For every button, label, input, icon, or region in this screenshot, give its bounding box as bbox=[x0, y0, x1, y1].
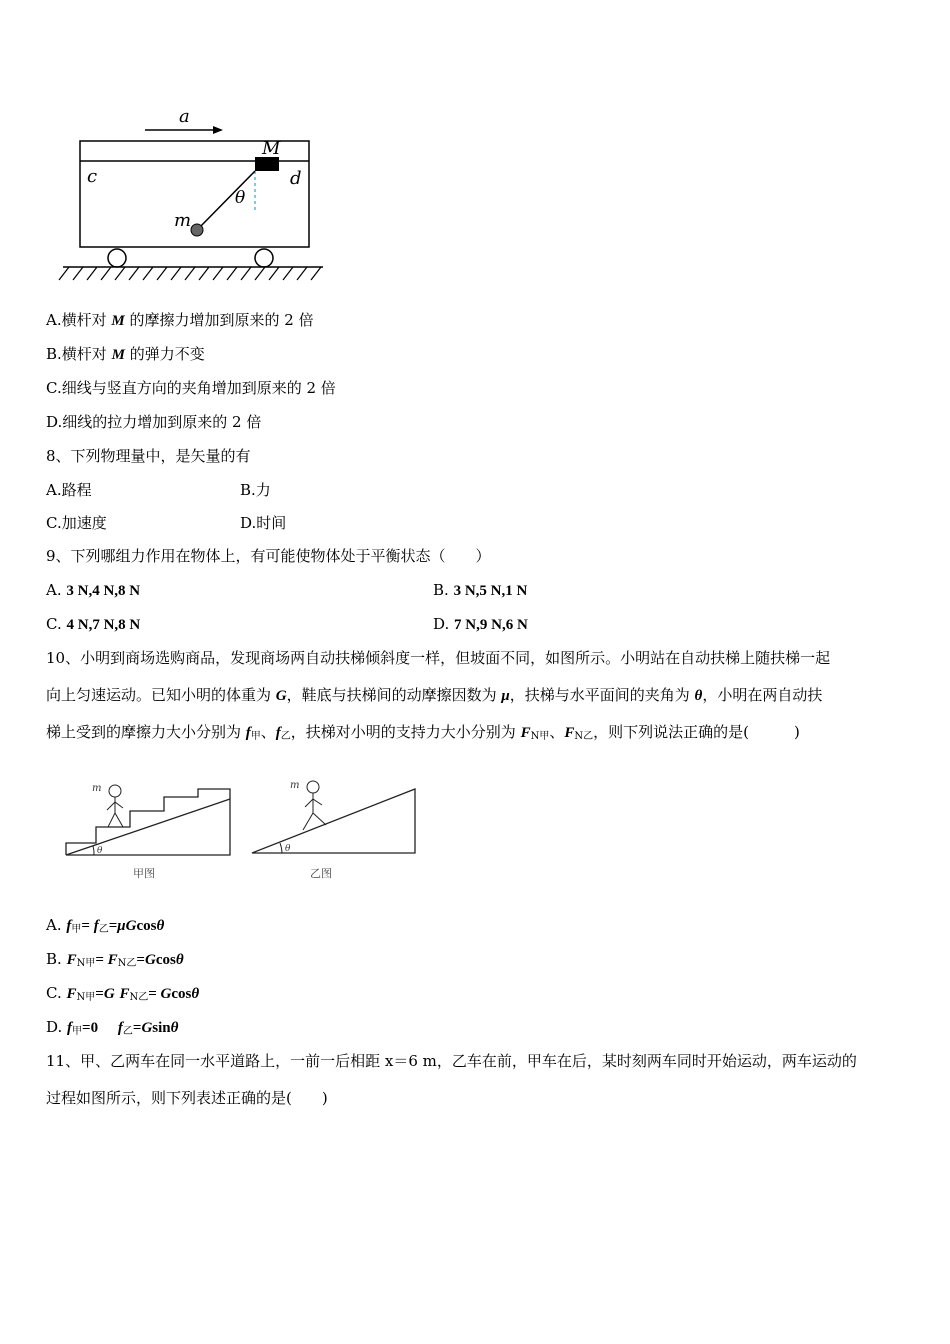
mass-M-label: M bbox=[262, 138, 281, 159]
q8-option-c: C.加速度 bbox=[46, 514, 107, 532]
ground-hatch-line bbox=[227, 267, 237, 280]
ground-hatch-line bbox=[269, 267, 279, 280]
ground-hatch-line bbox=[213, 267, 223, 280]
q8-option-d: D.时间 bbox=[240, 514, 287, 532]
side-c-label: c bbox=[87, 166, 98, 187]
accel-label: a bbox=[179, 106, 190, 127]
fig-yi-m-label: m bbox=[290, 780, 300, 791]
angle-theta-label: θ bbox=[235, 188, 246, 208]
q8-option-b: B.力 bbox=[240, 481, 271, 499]
q10-option-c: C. $F_{N甲}=G$ $F_{N乙}= Gcos\theta$ bbox=[46, 984, 200, 1003]
q10-stem-line2: 向上匀速运动。已知小明的体重为 G，鞋底与扶梯间的动摩擦因数为 μ，扶梯与水平面间的夹角为 θ，小明在两自动扶 bbox=[46, 686, 823, 704]
ground-hatch-line bbox=[283, 267, 293, 280]
escalator-figures bbox=[60, 775, 430, 885]
ground-hatch-line bbox=[199, 267, 209, 280]
ground-hatch-line bbox=[157, 267, 167, 280]
fig-yi-theta-label: θ bbox=[285, 844, 291, 854]
q10-stem-line3: 梯上受到的摩擦力大小分别为 $f_甲$、$f_乙$，扶梯对小明的支持力大小分别为 $F_{N甲}$、$F_{N乙}$，则下列说法正确的是( ) bbox=[46, 723, 800, 742]
q10-option-b: B. $F_{N甲}= F_{N乙}=Gcos\theta$ bbox=[46, 950, 184, 969]
q7-option-c: C.细线与竖直方向的夹角增加到原来的 2 倍 bbox=[46, 379, 336, 397]
ground-hatch-line bbox=[297, 267, 307, 280]
q8-stem: 8、下列物理量中，是矢量的有 bbox=[46, 447, 251, 465]
ground-hatch-line bbox=[101, 267, 111, 280]
q11-stem-line2: 过程如图所示，则下列表述正确的是( ) bbox=[46, 1089, 328, 1107]
cart-pendulum-figure bbox=[55, 100, 395, 290]
fig-yi-caption: 乙图 bbox=[310, 867, 332, 880]
side-d-label: d bbox=[290, 168, 302, 189]
fig-jia-caption: 甲图 bbox=[133, 867, 155, 880]
ground-hatch-line bbox=[311, 267, 321, 280]
ground-hatch-line bbox=[171, 267, 181, 280]
ground-hatch-line bbox=[241, 267, 251, 280]
q9-option-a: A. 3 N,4 N,8 N bbox=[46, 581, 141, 599]
q9-stem: 9、下列哪组力作用在物体上，有可能使物体处于平衡状态（ ） bbox=[46, 547, 491, 565]
q9-option-b: B. 3 N,5 N,1 N bbox=[433, 581, 528, 599]
q9-option-c: C. 4 N,7 N,8 N bbox=[46, 615, 141, 633]
fig-jia-m-label: m bbox=[92, 783, 102, 794]
ground-hatch-line bbox=[59, 267, 69, 280]
q10-stem-line1: 10、小明到商场选购商品，发现商场两自动扶梯倾斜度一样，但坡面不同，如图所示。小明站在自动扶梯上随扶梯一起 bbox=[46, 649, 831, 667]
q10-option-a: A. $f_甲= f_乙=\mu Gcos\theta$ bbox=[46, 916, 165, 935]
ground-hatch-line bbox=[255, 267, 265, 280]
q9-option-d: D. 7 N,9 N,6 N bbox=[433, 615, 528, 633]
ground-hatch-line bbox=[115, 267, 125, 280]
ground-hatch-line bbox=[73, 267, 83, 280]
fig-jia-theta-label: θ bbox=[97, 846, 103, 856]
ground-hatch-line bbox=[143, 267, 153, 280]
q7-option-d: D.细线的拉力增加到原来的 2 倍 bbox=[46, 413, 262, 431]
q8-option-a: A.路程 bbox=[46, 481, 92, 499]
q7-option-a: A.横杆对 M 的摩擦力增加到原来的 2 倍 bbox=[46, 311, 314, 329]
ground-hatch-line bbox=[185, 267, 195, 280]
q7-option-b: B.横杆对 M 的弹力不变 bbox=[46, 345, 205, 363]
ball-m-label: m bbox=[174, 210, 192, 231]
q10-option-d: D. $f_甲=0$ $f_乙=Gsin\theta$ bbox=[46, 1018, 179, 1037]
q11-stem-line1: 11、甲、乙两车在同一水平道路上，一前一后相距 x＝6 m，乙车在前，甲车在后，某时刻两车同时开始运动，两车运动的 bbox=[46, 1052, 857, 1070]
ground-hatch-line bbox=[87, 267, 97, 280]
ground-hatch-line bbox=[129, 267, 139, 280]
